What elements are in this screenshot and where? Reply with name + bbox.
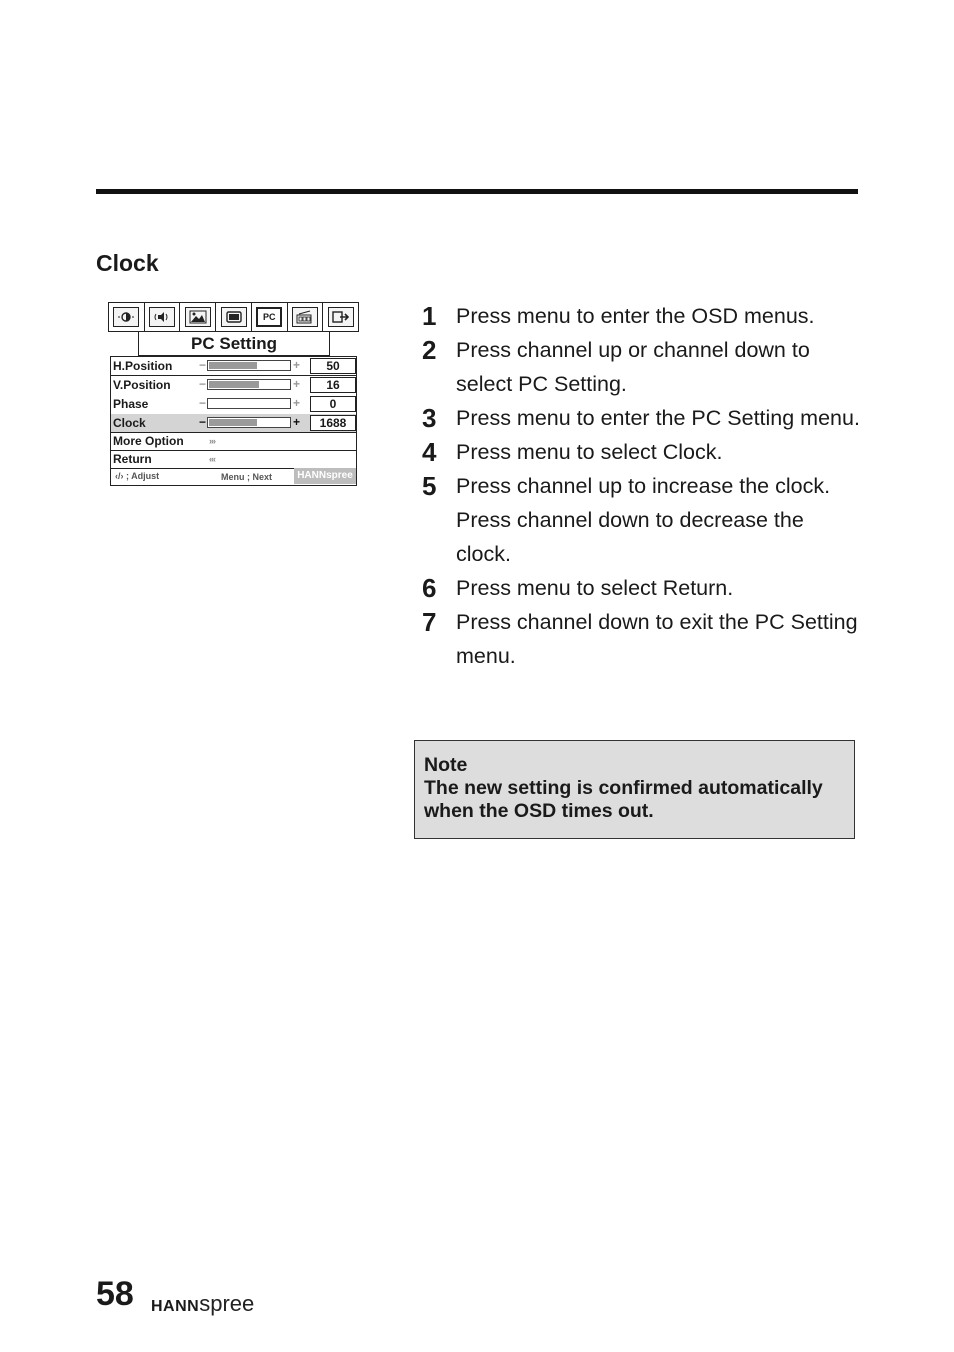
forward-arrows-icon: ››› bbox=[209, 436, 215, 446]
osd-icon-bar bbox=[108, 302, 359, 332]
plus-icon: + bbox=[293, 358, 301, 372]
step-3 bbox=[422, 401, 862, 435]
osd-row-label: Return bbox=[113, 452, 152, 466]
note-box bbox=[414, 740, 855, 839]
note-body: The new setting is confirmed automatically when the OSD times out. bbox=[424, 777, 823, 822]
slider-track bbox=[207, 417, 291, 428]
pc-icon-label: PC bbox=[256, 307, 282, 327]
minus-icon: − bbox=[199, 415, 207, 429]
osd-row-v-position bbox=[111, 376, 356, 394]
osd-footer bbox=[111, 467, 356, 485]
back-arrows-icon: ‹‹‹ bbox=[209, 454, 215, 464]
slider-fill bbox=[209, 381, 259, 388]
step-1 bbox=[422, 299, 862, 333]
step-text: Press channel up to increase the clock. Press channel down to decrease the clock. bbox=[456, 474, 831, 566]
minus-icon: − bbox=[199, 377, 207, 391]
slider-track bbox=[207, 379, 291, 390]
step-number: 7 bbox=[422, 607, 437, 637]
step-text: Press menu to enter the PC Setting menu. bbox=[456, 406, 860, 430]
osd-row-more-option bbox=[111, 432, 356, 451]
osd-row-clock bbox=[111, 414, 356, 433]
slider-fill bbox=[209, 419, 257, 426]
options-icon bbox=[288, 303, 324, 331]
osd-row-value: 1688 bbox=[310, 415, 356, 431]
steps-list bbox=[422, 299, 862, 673]
osd-row-label: V.Position bbox=[113, 378, 171, 392]
step-number: 4 bbox=[422, 437, 437, 467]
osd-row-value: 50 bbox=[310, 358, 356, 374]
brand-logo-light: spree bbox=[199, 1291, 255, 1316]
osd-illustration bbox=[108, 302, 359, 486]
osd-row-label: Phase bbox=[113, 397, 149, 411]
step-number: 3 bbox=[422, 403, 437, 433]
step-number: 2 bbox=[422, 335, 437, 365]
step-number: 5 bbox=[422, 471, 437, 501]
pc-icon bbox=[252, 303, 288, 331]
osd-row-value: 0 bbox=[310, 396, 356, 412]
plus-icon: + bbox=[293, 396, 301, 410]
tv-icon bbox=[216, 303, 252, 331]
osd-row-label: More Option bbox=[113, 434, 184, 448]
osd-adjust-hint: ‹/› ; Adjust bbox=[115, 471, 160, 481]
step-number: 6 bbox=[422, 573, 437, 603]
osd-settings-table bbox=[110, 356, 357, 486]
osd-brand-logo: HANNspree bbox=[294, 468, 356, 484]
slider-fill bbox=[209, 362, 257, 369]
minus-icon: − bbox=[199, 358, 207, 372]
top-rule bbox=[96, 189, 858, 194]
step-text: Press channel up or channel down to select PC Setting. bbox=[456, 338, 810, 396]
note-heading: Note bbox=[424, 754, 468, 776]
picture-icon bbox=[180, 303, 216, 331]
plus-icon: + bbox=[293, 415, 301, 429]
page-number: 58 bbox=[96, 1275, 134, 1313]
step-4 bbox=[422, 435, 862, 469]
step-2 bbox=[422, 333, 862, 401]
osd-row-h-position bbox=[111, 357, 356, 376]
step-7 bbox=[422, 605, 862, 673]
brand-logo-strong: HANN bbox=[151, 1298, 200, 1315]
slider-track bbox=[207, 360, 291, 371]
osd-row-phase bbox=[111, 395, 356, 413]
step-number: 1 bbox=[422, 301, 437, 331]
step-text: Press channel down to exit the PC Setting menu. bbox=[456, 610, 858, 668]
exit-icon bbox=[323, 303, 358, 331]
step-text: Press menu to enter the OSD menus. bbox=[456, 304, 815, 328]
section-title: Clock bbox=[96, 250, 159, 276]
step-6 bbox=[422, 571, 862, 605]
brightness-icon bbox=[109, 303, 145, 331]
osd-title: PC Setting bbox=[138, 332, 330, 356]
step-5 bbox=[422, 469, 862, 571]
step-text: Press menu to select Clock. bbox=[456, 440, 723, 464]
step-text: Press menu to select Return. bbox=[456, 576, 734, 600]
brand-logo bbox=[151, 1290, 254, 1321]
osd-row-label: H.Position bbox=[113, 359, 173, 373]
slider-track bbox=[207, 398, 291, 409]
plus-icon: + bbox=[293, 377, 301, 391]
audio-icon bbox=[145, 303, 181, 331]
osd-row-label: Clock bbox=[113, 416, 146, 430]
osd-row-value: 16 bbox=[310, 377, 356, 393]
minus-icon: − bbox=[199, 396, 207, 410]
osd-menu-hint: Menu ; Next bbox=[221, 472, 273, 482]
